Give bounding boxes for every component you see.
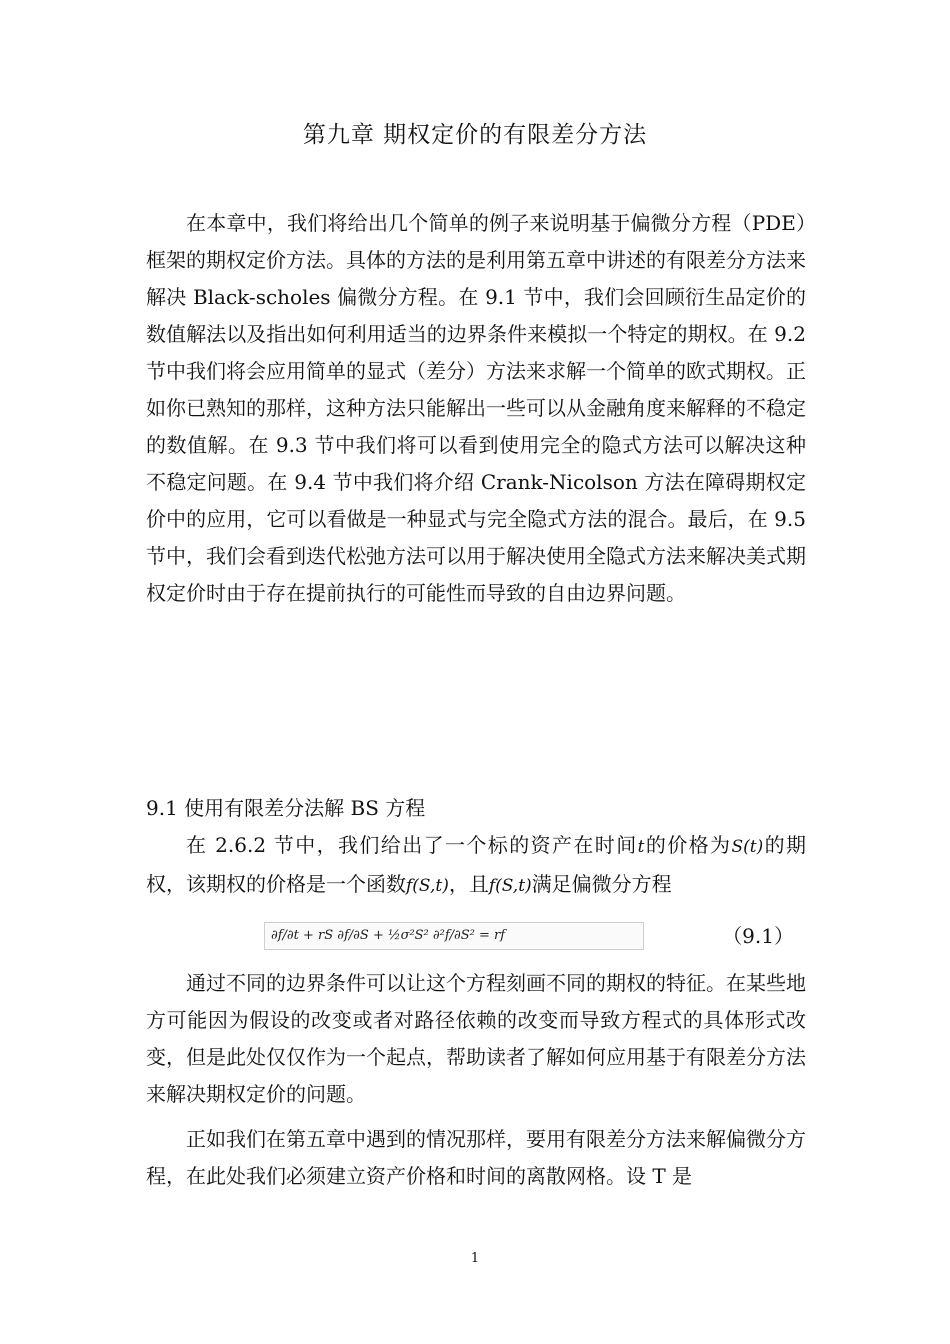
chapter-title: 第九章 期权定价的有限差分方法 bbox=[302, 122, 648, 148]
paragraph-2: 通过不同的边界条件可以让这个方程刻画不同的期权的特征。在某些地方可能因为假设的改变或者对路径依赖的改变而导致方程式的具体形式改变，但是此处仅仅作为一个起点，帮助读者了解如何应用基于有限差分方法来解决期权定价的问题。 bbox=[146, 971, 806, 1106]
paragraph-1 bbox=[146, 827, 806, 905]
intro-paragraph: 在本章中，我们将给出几个简单的例子来说明基于偏微分方程（PDE）框架的期权定价方法。具体的方法的是利用第五章中讲述的有限差分方法来解决 Black-scholes 偏微分方程。在 9.1 节中，我们会回顾衍生品定价的数值解法以及指出如何利用适当的边界条件来模拟一个特定的期权。在 9.2 节中我们将会应用简单的显式（差分）方法来求解一个简单的欧式期权。正如你已熟知的那样，这种方法只能解出一些可以从金融角度来解释的不稳定的数值解。在 9.3 节中我们将可以看到使用完全的隐式方法可以解决这种不稳定问题。在 9.4 节中我们将介绍 Crank-Nicolson 方法在障碍期权定价中的应用，它可以看做是一种显式与完全隐式方法的混合。最后，在 9.5 节中，我们会看到迭代松弛方法可以用于解决使用全隐式方法来解决美式期权定价时由于存在提前执行的可能性而导致的自由边界问题。 bbox=[146, 211, 806, 605]
var-f-of-s-t-2: f(S,t) bbox=[488, 876, 532, 896]
bs-equation-image: ∂f/∂t + rS ∂f/∂S + ½σ²S² ∂²f/∂S² = rf bbox=[264, 922, 644, 950]
section-heading: 9.1 使用有限差分法解 BS 方程 bbox=[146, 796, 426, 820]
section-paragraph-1 bbox=[146, 827, 806, 905]
section-paragraphs-rest bbox=[146, 965, 806, 1195]
equation-row bbox=[146, 922, 806, 952]
p1-text-b: 的价格为 bbox=[644, 833, 732, 857]
p1-text-c: 的期权，该期权的价格是一个函数 bbox=[146, 833, 807, 896]
var-s-of-t: S(t) bbox=[731, 837, 764, 857]
p1-text-a: 在 2.6.2 节中，我们给出了一个标的资产在时间 bbox=[186, 833, 638, 857]
paragraph-3: 正如我们在第五章中遇到的情况那样，要用有限差分方法来解偏微分方程，在此处我们必须建立资产价格和时间的离散网格。设 T 是 bbox=[146, 1127, 806, 1188]
p1-text-e: 满足偏微分方程 bbox=[531, 872, 672, 896]
page-number: 1 bbox=[470, 1251, 480, 1266]
intro-section bbox=[146, 205, 806, 612]
p1-text-d: ，且 bbox=[448, 872, 489, 896]
equation-number: （9.1） bbox=[722, 924, 794, 948]
var-f-of-s-t: f(S,t) bbox=[406, 876, 449, 896]
var-t: t bbox=[637, 837, 645, 857]
